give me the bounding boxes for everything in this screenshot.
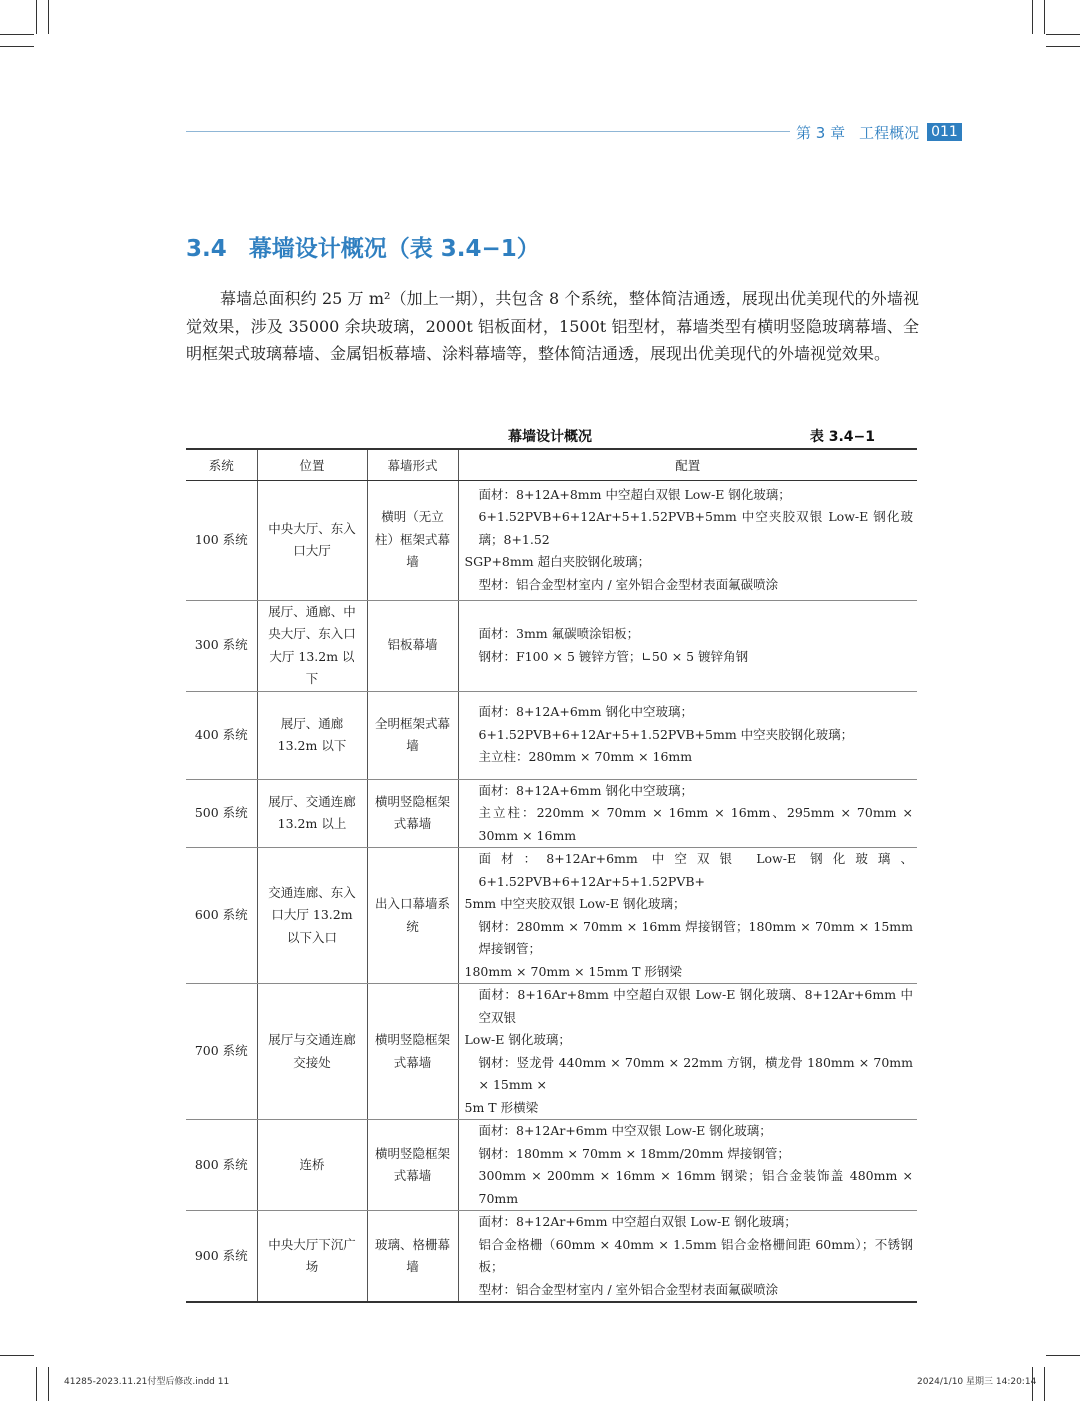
config-line: 面材：8+12A+6mm 钢化中空玻璃； [478, 704, 693, 720]
config-line: 面材：8+16Ar+8mm 中空超白双银 Low-E 钢化玻璃、8+12Ar+6mm 中空双银 [478, 987, 913, 1025]
crop-mark [1044, 1367, 1045, 1401]
config-line: 面材：3mm 氟碳喷涂铝板； [478, 626, 640, 641]
config-line: 5m T 形横梁 [464, 1099, 539, 1115]
table-caption-number: 表 3.4−1 [809, 429, 875, 445]
crop-mark [0, 46, 34, 47]
config-line: 面材：8+12Ar+6mm 中空超白双银 Low-E 钢化玻璃； [478, 1214, 797, 1229]
crop-mark [1044, 0, 1045, 34]
header-rule [186, 131, 790, 132]
crop-mark [48, 0, 49, 34]
table-row [186, 691, 917, 779]
form-cell: 横明（无立柱）框架式幕墙 [367, 480, 458, 600]
system-cell: 100 系统 [186, 480, 257, 600]
location-cell: 展厅、通廊、中央大厅、东入口大厅 13.2m 以下 [257, 600, 367, 691]
column-header-config: 配置 [458, 449, 917, 480]
crop-mark [1046, 34, 1080, 35]
footer-timestamp: 2024/1/10 星期三 14:20:14 [917, 1377, 1037, 1387]
form-cell: 全明框架式幕墙 [367, 691, 458, 779]
table-header-row [186, 449, 917, 480]
form-cell: 横明竖隐框架式幕墙 [367, 1120, 458, 1211]
config-line: SGP+8mm 超白夹胶钢化玻璃； [464, 554, 651, 570]
config-line: 180mm × 70mm × 15mm T 形钢梁 [464, 963, 682, 979]
table-row [186, 984, 917, 1120]
chapter-label: 第 3 章 [796, 123, 846, 142]
crop-mark [1046, 46, 1080, 47]
table-caption [186, 424, 917, 446]
config-line: 6+1.52PVB+6+12Ar+5+1.52PVB+5mm 中空夹胶钢化玻璃； [478, 726, 854, 742]
system-cell: 700 系统 [186, 984, 257, 1120]
config-line: 面材：8+12Ar+6mm 中空双银 Low-E 钢化玻璃、6+1.52PVB+6+12Ar+5+1.52PVB+ [478, 851, 913, 889]
crop-mark [1032, 0, 1033, 34]
config-line: 型材：铝合金型材室内 / 室外铝合金型材表面氟碳喷涂 [478, 1281, 779, 1297]
column-header-system: 系统 [186, 449, 257, 480]
table-row [186, 1211, 917, 1303]
config-cell [458, 779, 917, 848]
config-line: 面材：8+12Ar+6mm 中空双银 Low-E 钢化玻璃； [478, 1123, 772, 1138]
config-line: 面材：8+12A+8mm 中空超白双银 Low-E 钢化玻璃； [478, 486, 791, 502]
table-row [186, 779, 917, 848]
config-line: 主立柱：280mm × 70mm × 16mm [478, 749, 693, 765]
config-cell [458, 480, 917, 600]
chapter-title: 工程概况 [859, 123, 920, 142]
crop-mark [1046, 1355, 1080, 1356]
config-line: 铝合金格栅（60mm × 40mm × 1.5mm 铝合金格栅间距 60mm）；不锈钢板； [478, 1236, 913, 1274]
section-number: 3.4 [186, 236, 227, 262]
config-cell [458, 600, 917, 691]
location-cell: 连桥 [257, 1120, 367, 1211]
config-line: 5mm 中空夹胶双银 Low-E 钢化玻璃； [464, 896, 686, 911]
config-line: 主立柱：220mm × 70mm × 16mm × 16mm、295mm × 70mm × 30mm × 16mm [478, 805, 913, 843]
crop-mark [48, 1367, 49, 1401]
form-cell: 横明竖隐框架式幕墙 [367, 779, 458, 848]
table-row [186, 848, 917, 984]
table-row [186, 480, 917, 600]
config-cell [458, 1120, 917, 1211]
crop-mark [36, 0, 37, 34]
table-caption-title: 幕墙设计概况 [508, 429, 592, 445]
system-cell: 900 系统 [186, 1211, 257, 1303]
crop-mark [0, 34, 34, 35]
config-cell [458, 984, 917, 1120]
location-cell: 展厅、交通连廊 13.2m 以上 [257, 779, 367, 848]
config-line: 钢材：F100 × 5 镀锌方管；∟50 × 5 镀锌角钢 [478, 648, 749, 664]
form-cell: 横明竖隐框架式幕墙 [367, 984, 458, 1120]
section-heading [186, 230, 540, 263]
config-line: Low-E 钢化玻璃； [464, 1032, 571, 1047]
location-cell: 展厅、通廊 13.2m 以下 [257, 691, 367, 779]
location-cell: 中央大厅、东入口大厅 [257, 480, 367, 600]
column-header-form: 幕墙形式 [367, 449, 458, 480]
table-row [186, 1120, 917, 1211]
crop-mark [36, 1367, 37, 1401]
system-cell: 500 系统 [186, 779, 257, 848]
page-number: 011 [927, 123, 962, 141]
config-cell [458, 1211, 917, 1303]
column-header-location: 位置 [257, 449, 367, 480]
table-row [186, 600, 917, 691]
location-cell: 展厅与交通连廊交接处 [257, 984, 367, 1120]
config-line: 300mm × 200mm × 16mm × 16mm 钢梁；铝合金装饰盖 480mm × 70mm [478, 1168, 913, 1206]
system-cell: 300 系统 [186, 600, 257, 691]
config-cell [458, 691, 917, 779]
config-line: 钢材：180mm × 70mm × 18mm/20mm 焊接钢管； [478, 1145, 790, 1161]
form-cell: 玻璃、格栅幕墙 [367, 1211, 458, 1303]
config-line: 型材：铝合金型材室内 / 室外铝合金型材表面氟碳喷涂 [478, 576, 779, 592]
system-cell: 600 系统 [186, 848, 257, 984]
config-line: 面材：8+12A+6mm 钢化中空玻璃； [478, 782, 693, 798]
location-cell: 中央大厅下沉广场 [257, 1211, 367, 1303]
config-cell [458, 848, 917, 984]
crop-mark [0, 1355, 34, 1356]
config-line: 钢材：竖龙骨 440mm × 70mm × 22mm 方钢，横龙骨 180mm × 70mm × 15mm × [478, 1054, 913, 1092]
config-line: 6+1.52PVB+6+12Ar+5+1.52PVB+5mm 中空夹胶双银 Low-E 钢化玻璃；8+1.52 [478, 509, 913, 547]
location-cell: 交通连廊、东入口大厅 13.2m 以下入口 [257, 848, 367, 984]
curtain-wall-table [186, 448, 917, 1303]
form-cell: 铝板幕墙 [367, 600, 458, 691]
form-cell: 出入口幕墙系统 [367, 848, 458, 984]
body-paragraph: 幕墙总面积约 25 万 m²（加上一期），共包含 8 个系统，整体简洁通透，展现出优美现代的外墙视觉效果，涉及 35000 余块玻璃，2000t 铝板面材，1500t 铝型材，幕墙类型有横明竖隐玻璃幕墙、全明框架式玻璃幕墙、金属铝板幕墙、涂料幕墙等，整体简洁通透，展现出优美现代的外墙视觉效果。 [186, 289, 919, 363]
config-line: 钢材：280mm × 70mm × 16mm 焊接钢管；180mm × 70mm × 15mm 焊接钢管； [478, 918, 913, 956]
system-cell: 400 系统 [186, 691, 257, 779]
section-title: 幕墙设计概况（表 3.4−1） [248, 236, 540, 262]
running-header [796, 121, 962, 143]
footer-file-info: 41285-2023.11.21付型后修改.indd 11 [64, 1377, 230, 1387]
system-cell: 800 系统 [186, 1120, 257, 1211]
